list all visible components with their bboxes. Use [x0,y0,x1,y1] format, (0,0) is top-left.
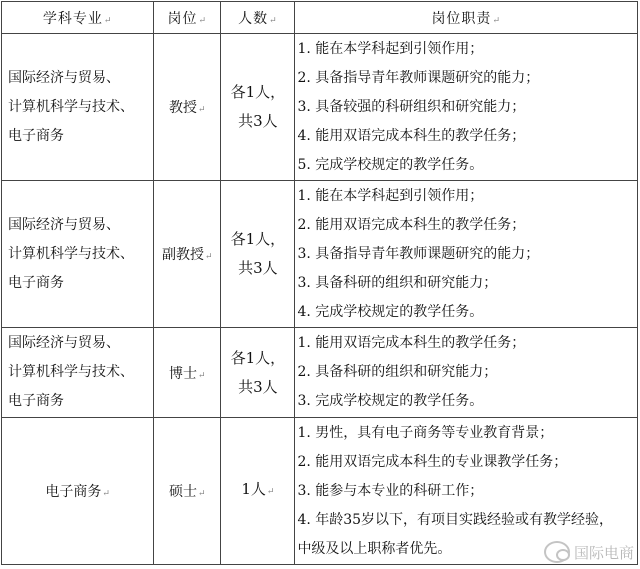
duties-cell: 1. 男性，具有电子商务等专业教育背景； 2. 能用双语完成本科生的专业课教学任务； 3. 能参与本专业的科研工作； 4. 年龄35岁以下，有项目实践经验或有教学经验， 中级及以上职称者优先。 [295,418,638,565]
position-cell: 博士↵ [154,328,221,418]
duties-cell: 1. 能用双语完成本科生的教学任务； 2. 具备科研的组织和研究能力； 3. 完成学校规定的教学任务。 [295,328,638,418]
dept-cell: 国际经济与贸易、 计算机科学与技术、 电子商务 [2,181,154,328]
dept-cell: 国际经济与贸易、 计算机科学与技术、 电子商务 [2,328,154,418]
table-row [2,328,638,418]
count-cell: 各1人， 共3人 [221,34,295,181]
position-cell: 硕士↵ [154,418,221,565]
duties-cell: 1. 能在本学科起到引领作用； 2. 具备指导青年教师课题研究的能力； 3. 具备较强的科研组织和研究能力； 4. 能用双语完成本科生的教学任务； 5. 完成学校规定的教学任务。 [295,34,638,181]
dept-cell: 电子商务↵ [2,418,154,565]
dept-cell: 国际经济与贸易、 计算机科学与技术、 电子商务 [2,34,154,181]
duties-cell: 1. 能在本学科起到引领作用； 2. 能用双语完成本科生的教学任务； 3. 具备指导青年教师课题研究的能力； 3. 具备科研的组织和研究能力； 4. 完成学校规定的教学任务。 [295,181,638,328]
watermark-text: 国际电商 [573,543,634,562]
watermark [544,541,634,563]
header-count: 人数↵ [221,2,295,34]
position-cell: 教授↵ [154,34,221,181]
recruitment-table [1,1,638,565]
header-dept: 学科专业↵ [2,2,154,34]
wechat-icon [544,541,570,563]
count-cell: 各1人， 共3人 [221,181,295,328]
table-row [2,181,638,328]
count-cell: 1人↵ [221,418,295,565]
count-cell: 各1人， 共3人 [221,328,295,418]
header-duties: 岗位职责↵ [295,2,638,34]
header-position: 岗位↵ [154,2,221,34]
header-row [2,2,638,34]
table-row [2,34,638,181]
position-cell: 副教授↵ [154,181,221,328]
table-row [2,418,638,565]
